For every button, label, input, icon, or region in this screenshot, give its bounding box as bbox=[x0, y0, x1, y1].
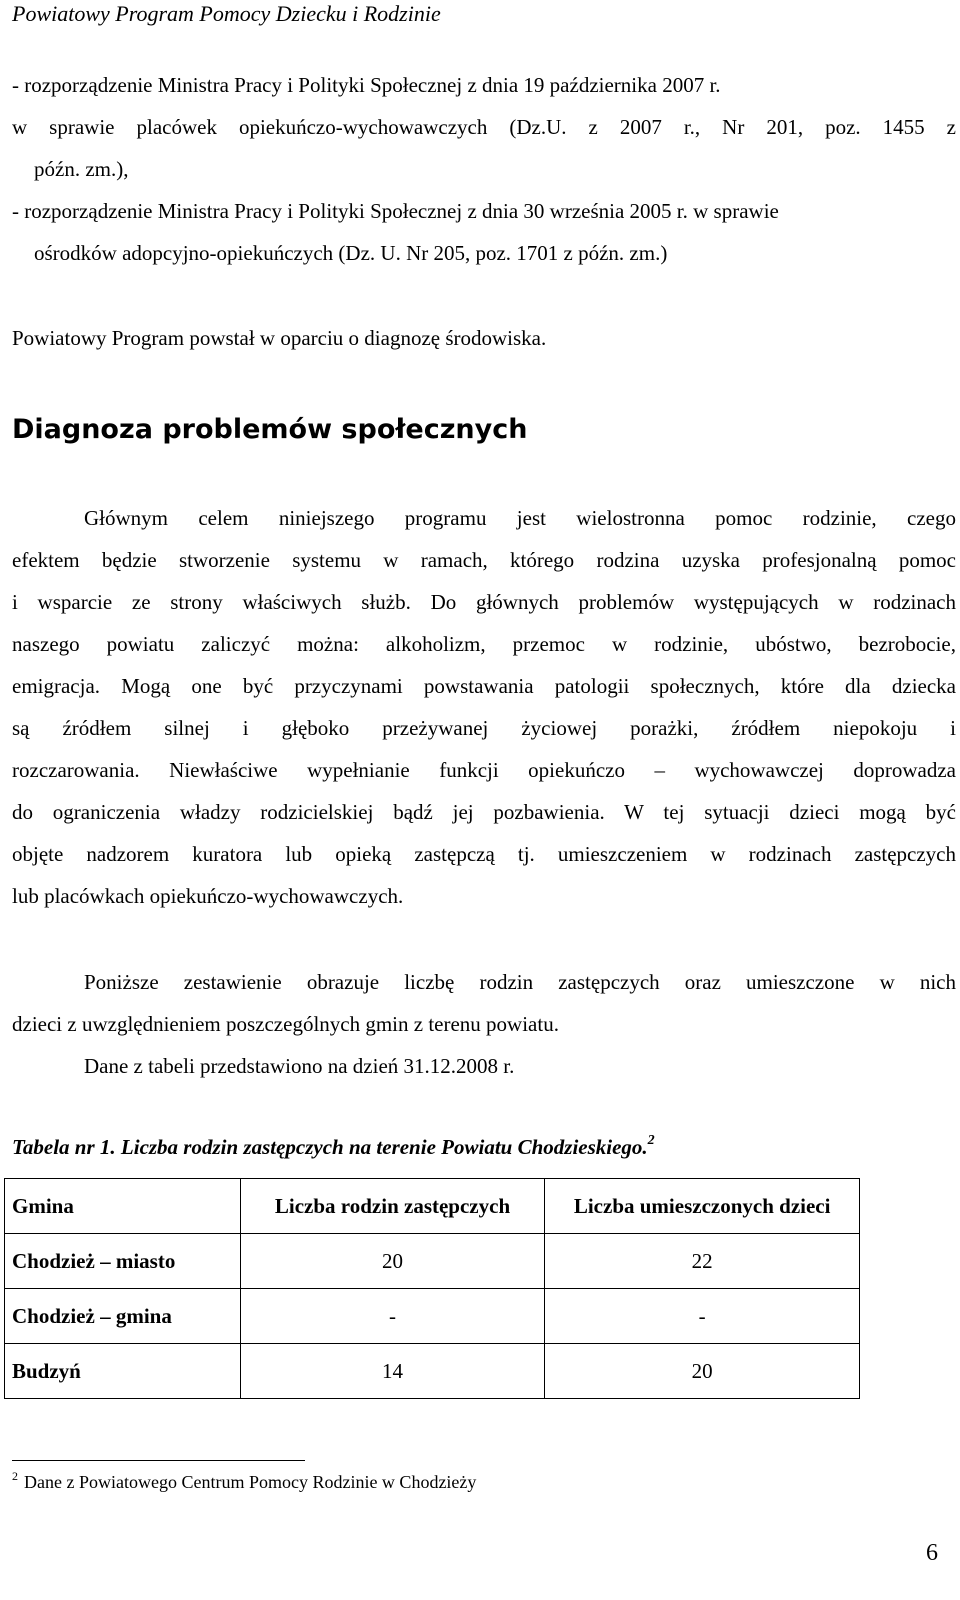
footnote-text: Dane z Powiatowego Centrum Pomocy Rodzinie w Chodzieży bbox=[24, 1472, 477, 1492]
table-header-cell: Liczba rodzin zastępczych bbox=[240, 1179, 545, 1234]
legal-item-2-line-1: - rozporządzenie Ministra Pracy i Polityki Społecznej z dnia 30 września 2005 r. w sprawie bbox=[12, 199, 779, 223]
table-cell-families: 14 bbox=[240, 1344, 545, 1399]
table-cell-children: 20 bbox=[545, 1344, 860, 1399]
paragraph-1-line-3: i wsparcie ze strony właściwych służb. Do głównych problemów występujących w rodzinach bbox=[12, 590, 956, 614]
table-cell-gmina: Chodzież – gmina bbox=[5, 1289, 241, 1344]
legal-item-2-line-2: ośrodków adopcyjno-opiekuńczych (Dz. U. Nr 205, poz. 1701 z późn. zm.) bbox=[34, 241, 668, 265]
legal-item-1-line-3: późn. zm.), bbox=[34, 157, 129, 181]
paragraph-1-line-6: są źródłem silnej i głęboko przeżywanej życiowej porażki, źródłem niepokoju i bbox=[12, 716, 956, 740]
table-caption-footnote-ref: 2 bbox=[647, 1133, 655, 1148]
intro-note: Powiatowy Program powstał w oparciu o diagnozę środowiska. bbox=[12, 326, 547, 350]
table-cell-families: - bbox=[240, 1289, 545, 1344]
paragraph-1-line-4: naszego powiatu zaliczyć można: alkoholizm, przemoc w rodzinie, ubóstwo, bezrobocie, bbox=[12, 632, 956, 656]
table-caption bbox=[12, 1133, 655, 1161]
paragraph-2-line-2: dzieci z uwzględnieniem poszczególnych gmin z terenu powiatu. bbox=[12, 1012, 559, 1036]
paragraph-1-last-line: lub placówkach opiekuńczo-wychowawczych. bbox=[12, 884, 404, 908]
table-header-row bbox=[5, 1179, 860, 1234]
footnote-ref: 2 bbox=[12, 1469, 18, 1483]
paragraph-1-line-2: efektem będzie stworzenie systemu w ramach, którego rodzina uzyska profesjonalną pomoc bbox=[12, 548, 956, 572]
legal-item-1-line-1: - rozporządzenie Ministra Pracy i Polityki Społecznej z dnia 19 października 2007 r. bbox=[12, 73, 721, 97]
table-row bbox=[5, 1344, 860, 1399]
table-cell-families: 20 bbox=[240, 1234, 545, 1289]
paragraph-1-line-8: do ograniczenia władzy rodzicielskiej bądź jej pozbawienia. W tej sytuacji dzieci mogą być bbox=[12, 800, 956, 824]
table-cell-children: - bbox=[545, 1289, 860, 1344]
footnote bbox=[12, 1470, 476, 1494]
table-row bbox=[5, 1289, 860, 1344]
legal-item-1-line-2: w sprawie placówek opiekuńczo-wychowawczych (Dz.U. z 2007 r., Nr 201, poz. 1455 z bbox=[12, 115, 956, 139]
page-number: 6 bbox=[926, 1540, 938, 1566]
table-header-cell: Liczba umieszczonych dzieci bbox=[545, 1179, 860, 1234]
running-header: Powiatowy Program Pomocy Dziecku i Rodzinie bbox=[12, 1, 441, 26]
paragraph-3: Dane z tabeli przedstawiono na dzień 31.12.2008 r. bbox=[84, 1054, 515, 1078]
footnote-rule bbox=[12, 1460, 305, 1461]
paragraph-1-line-5: emigracja. Mogą one być przyczynami powstawania patologii społecznych, które dla dziecka bbox=[12, 674, 956, 698]
foster-families-table bbox=[4, 1178, 860, 1399]
table-cell-gmina: Budzyń bbox=[5, 1344, 241, 1399]
table-caption-text: Tabela nr 1. Liczba rodzin zastępczych na terenie Powiatu Chodzieskiego. bbox=[12, 1135, 648, 1159]
table-cell-gmina: Chodzież – miasto bbox=[5, 1234, 241, 1289]
paragraph-1-line-1: Głównym celem niniejszego programu jest wielostronna pomoc rodzinie, czego bbox=[84, 506, 956, 530]
paragraph-1-line-9: objęte nadzorem kuratora lub opieką zastępczą tj. umieszczeniem w rodzinach zastępczych bbox=[12, 842, 956, 866]
paragraph-1-line-7: rozczarowania. Niewłaściwe wypełnianie funkcji opiekuńczo – wychowawczej doprowadza bbox=[12, 758, 956, 782]
table-cell-children: 22 bbox=[545, 1234, 860, 1289]
section-heading: Diagnoza problemów społecznych bbox=[12, 414, 528, 445]
table-row bbox=[5, 1234, 860, 1289]
table-header-cell: Gmina bbox=[5, 1179, 241, 1234]
paragraph-2-line-1: Poniższe zestawienie obrazuje liczbę rodzin zastępczych oraz umieszczone w nich bbox=[84, 970, 956, 994]
